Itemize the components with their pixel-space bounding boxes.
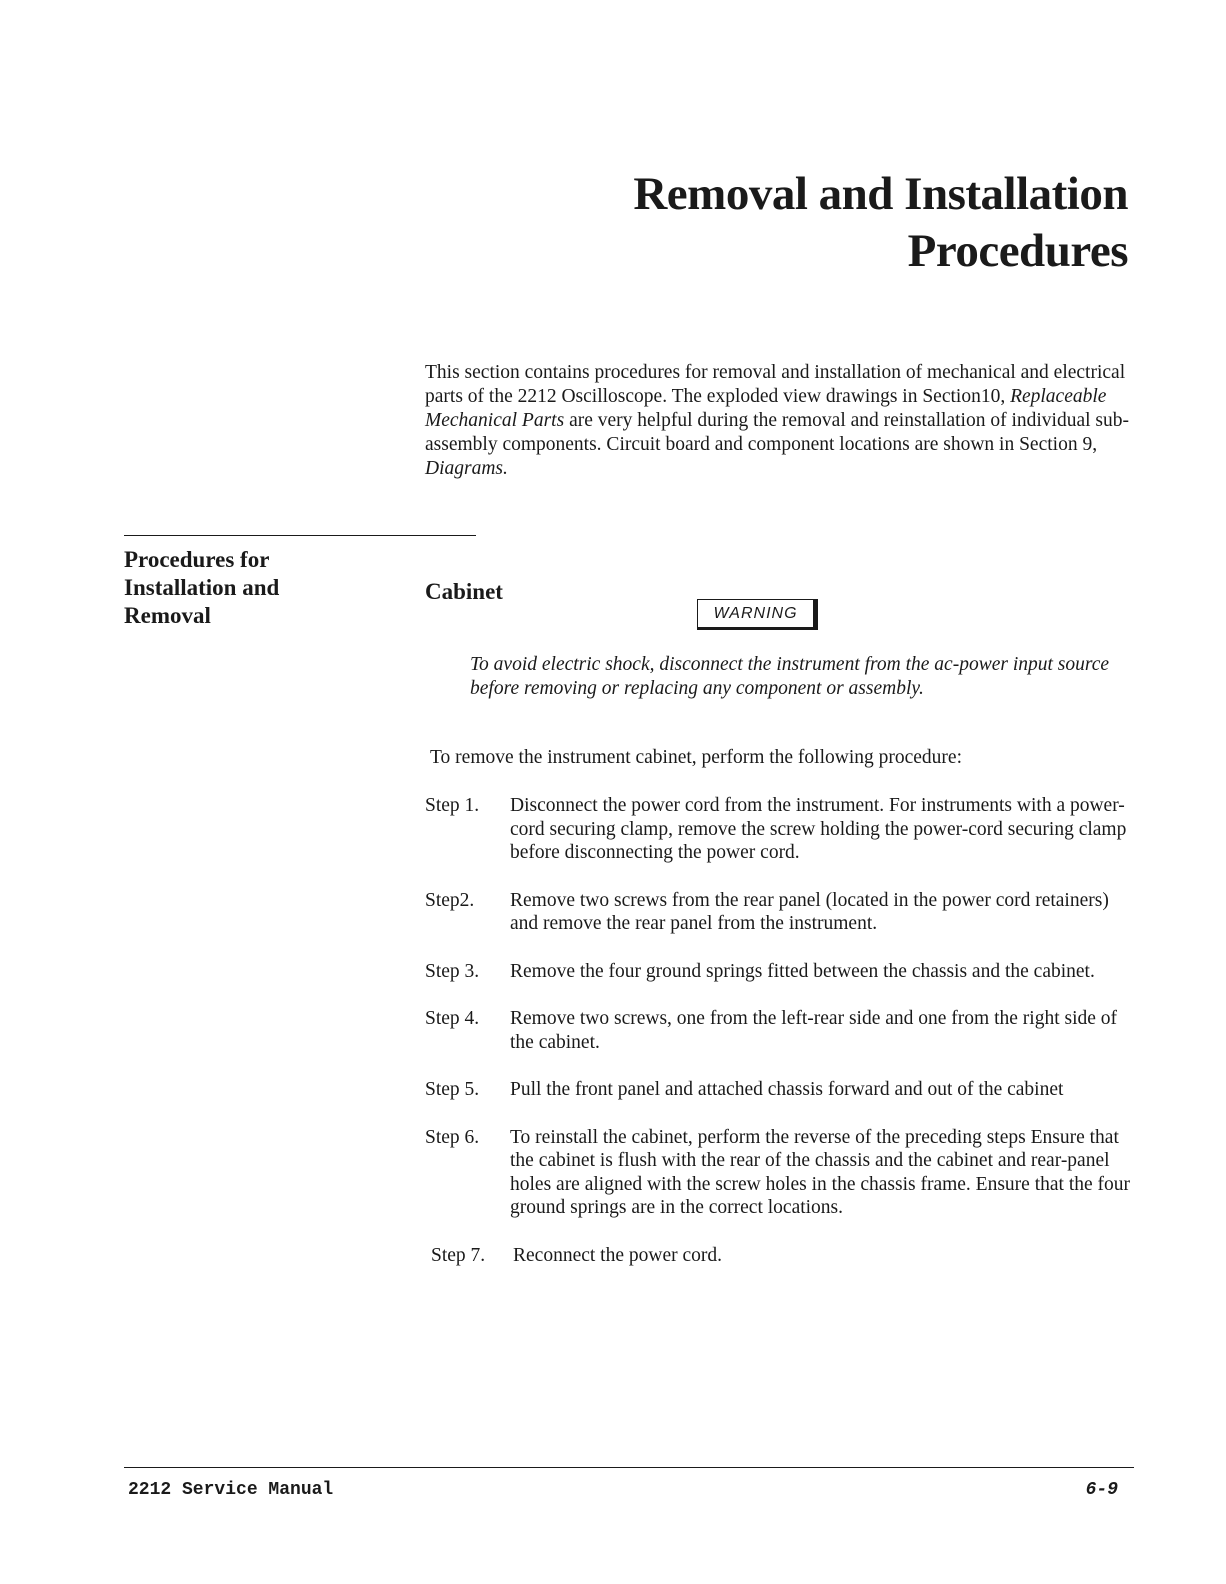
page-title-line-2: Procedures [907,225,1128,277]
step-item [425,1078,1135,1102]
intro-ref-mechanical-parts: Replaceable Mechanical Parts [425,386,1107,431]
step-item [425,794,1135,865]
footer-manual-title: 2212 Service Manual [128,1480,334,1500]
intro-ref-diagrams: Diagrams. [425,458,508,479]
side-heading-line-3: Removal [124,603,211,628]
intro-paragraph [425,361,1140,481]
page-title [633,166,1128,280]
warning-text: To avoid electric shock, disconnect the instrument from the ac-power input source before removing or replacing any component or assembly. [470,654,1110,699]
step-label: Step 5. [425,1079,480,1100]
side-heading-line-1: Procedures for [124,547,270,572]
footer-page-number: 6-9 [1085,1480,1118,1500]
step-label: Step 6. [425,1126,480,1148]
step-text: To reinstall the cabinet, perform the reverse of the preceding steps Ensure that the cabinet is flush with the rear of the chassis and the cabinet and rear-panel holes are aligned with the screw holes in the chassis frame. Ensure that the four ground springs are in the correct locations. [510,1126,1131,1218]
cabinet-heading: Cabinet [425,579,503,604]
step-label: Step 7. [431,1244,486,1266]
step-list [425,794,1135,1267]
step-item [425,1126,1135,1220]
step-text: Remove two screws from the rear panel (located in the power cord retainers) and remove the rear panel from the instrument. [510,889,1109,934]
section-divider [124,535,476,536]
footer-divider [124,1467,1134,1468]
step-item [425,889,1135,936]
step-text: Disconnect the power cord from the instrument. For instruments with a power-cord securing clamp, remove the screw holding the power-cord securing clamp before disconnecting the power cord. [510,795,1127,863]
step-item [425,1244,1135,1268]
procedure-lead: To remove the instrument cabinet, perform the following procedure: [430,747,963,768]
step-label: Step 3. [425,960,480,982]
step-item [425,960,1135,984]
side-heading-line-2: Installation and [124,575,280,600]
warning-badge [697,599,818,630]
step-label: Step 4. [425,1008,480,1029]
side-heading [124,546,279,630]
step-text: Pull the front panel and attached chassis forward and out of the cabinet [510,1079,1064,1100]
warning-label: WARNING [713,604,798,622]
page-title-line-1: Removal and Installation [633,168,1128,220]
step-text: Remove the four ground springs fitted between the chassis and the cabinet. [510,960,1095,982]
step-text: Remove two screws, one from the left-rear side and one from the right side of the cabinet. [510,1008,1118,1053]
step-item [425,1007,1135,1054]
step-label: Step2. [425,889,475,911]
intro-text-2: are very helpful during the removal and reinstallation of individual sub-assembly components. Circuit board and component locations are shown in Section 9, [425,410,1129,455]
step-label: Step 1. [425,795,480,816]
intro-text-1: This section contains procedures for removal and installation of mechanical and electrical parts of the 2212 Oscilloscope. The exploded view drawings in Section10, [425,362,1126,407]
step-text: Reconnect the power cord. [513,1244,722,1266]
